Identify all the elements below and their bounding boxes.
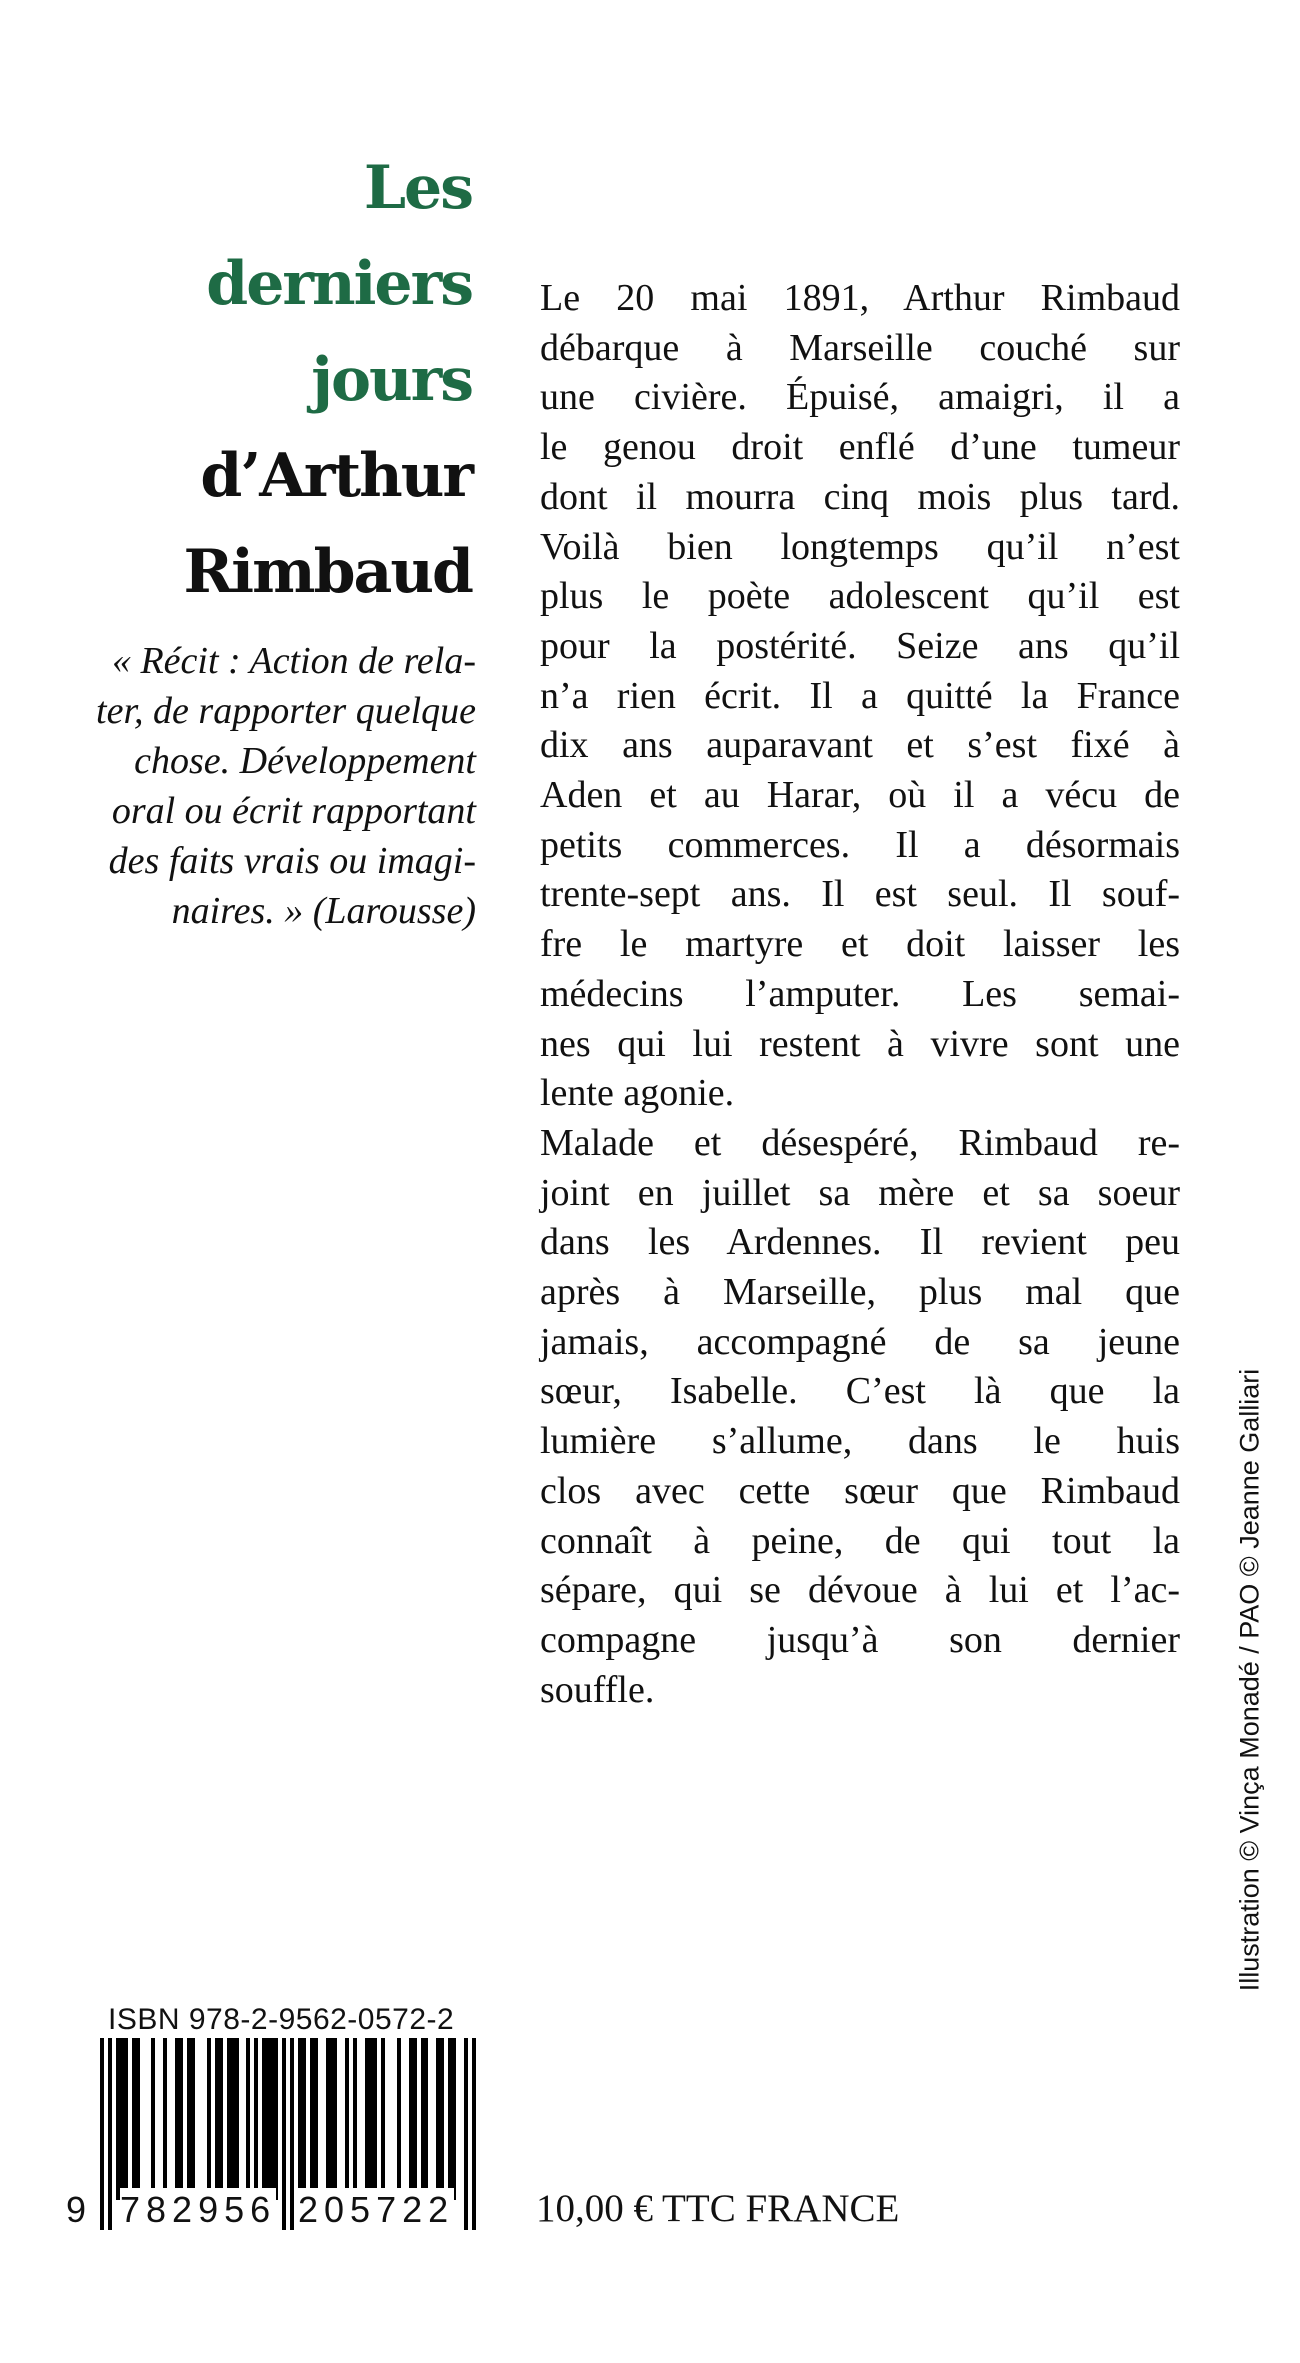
barcode-bar	[464, 2038, 468, 2230]
barcode-left-digits: 782956	[120, 2189, 277, 2230]
blurb-line: trente-sept ans. Il est seul. Il souf-	[540, 873, 1180, 916]
price: 10,00 € TTC FRANCE	[536, 2187, 900, 2230]
barcode-bar	[381, 2038, 385, 2200]
barcode-bar	[282, 2038, 286, 2230]
barcode-bar	[175, 2038, 183, 2200]
blurb-line: le genou droit enflé d’une tumeur	[540, 426, 1180, 469]
barcode-bar	[132, 2038, 140, 2200]
blurb-line: Le 20 mai 1891, Arthur Rimbaud	[540, 277, 1180, 319]
blurb-line: dans les Ardennes. Il revient peu	[540, 1221, 1180, 1264]
barcode-bar	[100, 2038, 104, 2230]
epigraph-line: ter, de rapporter quelque	[96, 690, 476, 732]
barcode-bar	[298, 2038, 306, 2200]
blurb-line: jamais, accompagné de sa jeune	[540, 1320, 1180, 1363]
blurb-line: petits commerces. Il a désormais	[540, 823, 1180, 866]
barcode-bar	[409, 2038, 417, 2200]
book-title	[60, 140, 472, 620]
title-line-1: Les	[363, 153, 472, 223]
barcode-bar	[108, 2038, 112, 2230]
title-line-5: Rimbaud	[183, 537, 472, 607]
blurb-line: souffle.	[540, 1668, 655, 1711]
barcode-bar	[215, 2038, 223, 2200]
blurb-line: plus le poète adolescent qu’il est	[540, 575, 1180, 618]
blurb-line: nes qui lui restent à vivre sont une	[540, 1022, 1180, 1065]
barcode-bar	[436, 2038, 444, 2200]
barcode-bar	[163, 2038, 167, 2200]
barcode-bar	[227, 2038, 239, 2200]
barcode-right-digits: 205722	[298, 2189, 455, 2230]
epigraph-quote	[40, 636, 476, 936]
barcode-bar	[472, 2038, 476, 2230]
blurb-line: débarque à Marseille couché sur	[540, 326, 1180, 369]
barcode-bar	[151, 2038, 155, 2200]
blurb-line: Voilà bien longtemps qu’il n’est	[540, 525, 1180, 568]
blurb-line: Malade et désespéré, Rimbaud re-	[540, 1121, 1180, 1164]
blurb-line: lumière s’allume, dans le huis	[540, 1420, 1180, 1463]
epigraph-line: chose. Développement	[134, 740, 476, 782]
blurb-line: lente agonie.	[540, 1072, 735, 1115]
title-line-4: d’Arthur	[200, 441, 472, 511]
barcode-bar	[345, 2038, 349, 2200]
blurb-line: médecins l’amputer. Les semai-	[540, 972, 1180, 1015]
barcode-bar	[207, 2038, 211, 2200]
barcode	[100, 2038, 476, 2200]
barcode-bar	[116, 2038, 128, 2200]
barcode-bar	[262, 2038, 278, 2200]
blurb-text	[540, 274, 1180, 1715]
barcode-bar	[448, 2038, 456, 2200]
blurb-line: sépare, qui se dévoue à lui et l’ac-	[540, 1569, 1180, 1612]
blurb-line: dix ans auparavant et s’est fixé à	[540, 724, 1180, 767]
barcode-bar	[246, 2038, 250, 2200]
blurb-line: clos avec cette sœur que Rimbaud	[540, 1469, 1180, 1512]
barcode-bar	[421, 2038, 429, 2200]
blurb-line: dont il mourra cinq mois plus tard.	[540, 475, 1180, 518]
barcode-lead-digit: 9	[66, 2189, 93, 2230]
blurb-line: joint en juillet sa mère et sa soeur	[540, 1171, 1180, 1214]
barcode-bar	[326, 2038, 338, 2200]
barcode-bar	[397, 2038, 401, 2200]
blurb-line: connaît à peine, de qui tout la	[540, 1519, 1180, 1562]
blurb-line: Aden et au Harar, où il a vécu de	[540, 774, 1180, 817]
blurb-line: compagne jusqu’à son dernier	[540, 1618, 1180, 1661]
isbn-label: ISBN 978-2-9562-0572-2	[108, 2003, 455, 2036]
barcode-bar	[187, 2038, 195, 2200]
title-line-3: jours	[311, 345, 472, 415]
barcode-bar	[353, 2038, 357, 2200]
illustration-credit: Illustration © Vinça Monadé / PAO © Jeanne Galliari	[1234, 1368, 1265, 1992]
blurb-line: fre le martyre et doit laisser les	[540, 923, 1180, 966]
blurb-line: une civière. Épuisé, amaigri, il a	[540, 376, 1180, 419]
barcode-bar	[254, 2038, 258, 2200]
blurb-line: n’a rien écrit. Il a quitté la France	[540, 674, 1180, 717]
blurb-line: sœur, Isabelle. C’est là que la	[540, 1370, 1180, 1413]
epigraph-line: des faits vrais ou imagi-	[108, 840, 476, 882]
barcode-bar	[365, 2038, 377, 2200]
blurb-line: après à Marseille, plus mal que	[540, 1271, 1180, 1314]
epigraph-line: naires. » (Larousse)	[171, 890, 476, 932]
barcode-bar	[310, 2038, 318, 2200]
epigraph-line: « Récit : Action de rela-	[111, 640, 476, 682]
title-line-2: derniers	[206, 249, 472, 319]
epigraph-line: oral ou écrit rapportant	[111, 790, 476, 832]
blurb-line: pour la postérité. Seize ans qu’il	[540, 624, 1180, 667]
barcode-bar	[290, 2038, 294, 2230]
